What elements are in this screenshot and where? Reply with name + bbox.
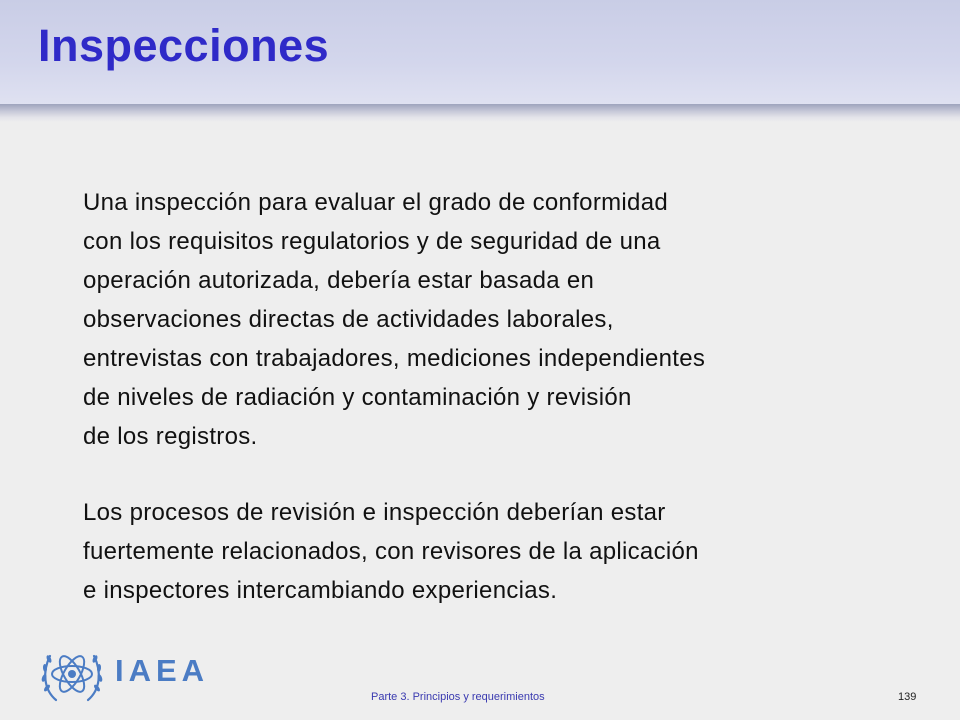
text-line: Una inspección para evaluar el grado de conformidad	[83, 189, 668, 216]
text-line: Los procesos de revisión e inspección deberían estar	[83, 499, 666, 526]
text-line: de los registros.	[83, 423, 258, 450]
iaea-logo-text: IAEA	[115, 653, 210, 688]
header-shadow	[0, 104, 960, 122]
text-line: de niveles de radiación y contaminación y revisión	[83, 384, 632, 411]
paragraph-inspection	[83, 183, 933, 456]
text-line: operación autorizada, debería estar basada en	[83, 267, 595, 294]
paragraph-review	[83, 493, 933, 610]
text-line: observaciones directas de actividades laborales,	[83, 306, 614, 333]
slide-title: Inspecciones	[38, 20, 330, 71]
text-line: fuertemente relacionados, con revisores de la aplicación	[83, 538, 699, 565]
text-line: e inspectores intercambiando experiencias.	[83, 577, 558, 604]
iaea-logo-icon	[38, 640, 106, 708]
footer-section-label: Parte 3. Principios y requerimientos	[371, 691, 545, 703]
page-number: 139	[898, 691, 917, 703]
text-line: con los requisitos regulatorios y de seguridad de una	[83, 228, 661, 255]
text-line: entrevistas con trabajadores, mediciones independientes	[83, 345, 706, 372]
slide-body	[83, 183, 933, 610]
